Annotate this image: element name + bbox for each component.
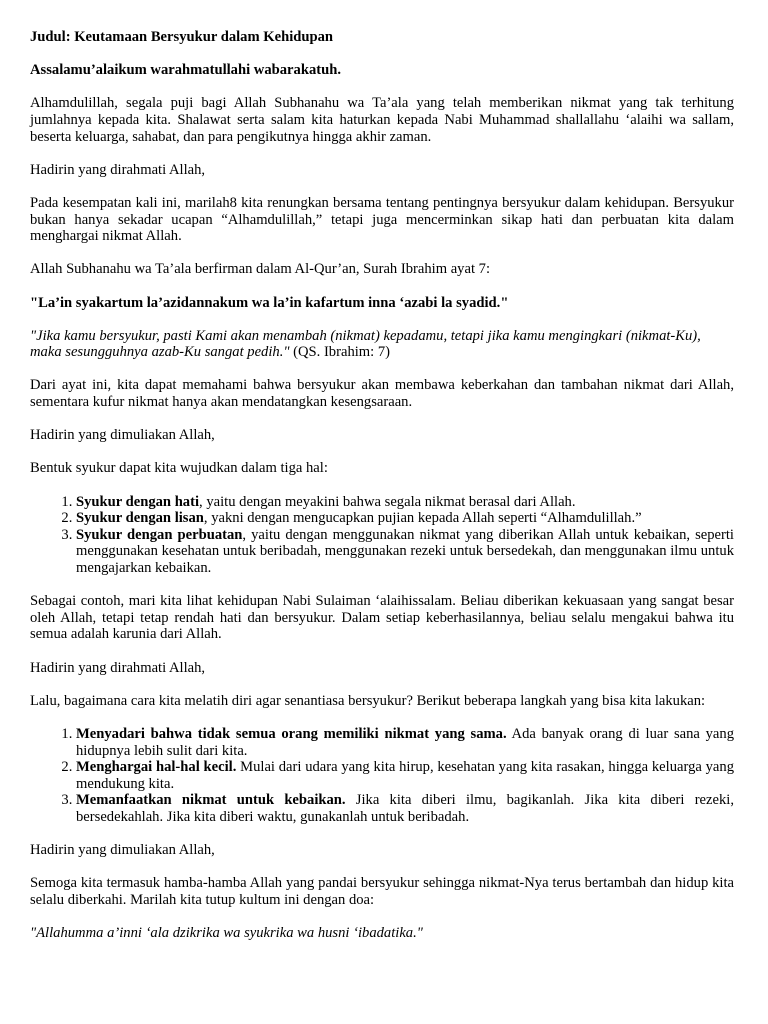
list-item-bold: Menghargai hal-hal kecil. [76,759,237,776]
steps-intro: Lalu, bagaimana cara kita melatih diri agar senantiasa bersyukur? Berikut beberapa langkah yang bisa kita lakukan: [30,692,706,709]
list-item [76,510,734,527]
address-line: Hadirin yang dimuliakan Allah, [30,842,215,859]
list-item [76,494,734,511]
closing-prayer: "Allahumma a’inni ‘ala dzikrika wa syukrika wa husni ‘ibadatika." [30,925,423,942]
list-item [76,792,734,825]
verse-intro: Allah Subhanahu wa Ta’ala berfirman dalam Al-Qur’an, Surah Ibrahim ayat 7: [30,261,491,278]
list-item [76,759,734,792]
list-item-text: , yaitu dengan menggunakan nikmat yang diberikan Allah untuk kebaikan, seperti menggunakan kesehatan untuk beribadah, menggunakan rezeki untuk bersedekah, dan menggunakan ilmu untuk mengajarkan kebaikan. [76,526,734,576]
verse-translation-paragraph [30,328,734,361]
verse-translation: "Jika kamu bersyukur, pasti Kami akan menambah (nikmat) kepadamu, tetapi jika kamu mengingkari (nikmat-Ku), maka sesungguhnya azab-Ku sangat pedih." [30,327,701,361]
list-item [76,527,734,577]
forms-list [30,494,734,577]
forms-intro: Bentuk syukur dapat kita wujudkan dalam tiga hal: [30,460,328,477]
list-item-bold: Memanfaatkan nikmat untuk kebaikan. [76,792,346,809]
list-item-text: Ada banyak orang di luar sana yang hidupnya lebih sulit dari kita. [76,725,734,759]
list-item-bold: Syukur dengan lisan [76,510,204,527]
example-paragraph: Sebagai contoh, mari kita lihat kehidupan Nabi Sulaiman ‘alaihissalam. Beliau diberikan kekuasaan yang sangat besar oleh Allah, tetapi tetap rendah hati dan bersyukur. Dalam setiap keberhasilannya, beliau selalu mengakui bahwa itu semua adalah karunia dari Allah. [30,593,734,643]
intro-paragraph: Pada kesempatan kali ini, marilah8 kita renungkan bersama tentang pentingnya bersyukur dalam kehidupan. Bersyukur bukan hanya sekadar ucapan “Alhamdulillah,” tetapi juga mencerminkan sikap hati dan perbuatan kita dalam menghargai nikmat Allah. [30,194,734,245]
document-title: Judul: Keutamaan Bersyukur dalam Kehidupan [30,29,334,45]
list-item-text: Jika kita diberi ilmu, bagikanlah. Jika kita diberi rezeki, bersedekahlah. Jika kita diberi waktu, gunakanlah untuk beribadah. [76,792,734,825]
list-item-text: Mulai dari udara yang kita hirup, kesehatan yang kita rasakan, hingga keluarga yang mendukung kita. [76,759,734,792]
verse-reference: (QS. Ibrahim: 7) [289,344,391,361]
closing-paragraph: Semoga kita termasuk hamba-hamba Allah yang pandai bersyukur sehingga nikmat-Nya terus bertambah dan hidup kita selalu diberkahi. Marilah kita tutup kultum ini dengan doa: [30,875,734,908]
address-line: Hadirin yang dimuliakan Allah, [30,427,215,444]
list-item-bold: Menyadari bahwa tidak semua orang memiliki nikmat yang sama. [76,725,507,742]
list-item-text: , yaitu dengan meyakini bahwa segala nikmat berasal dari Allah. [199,493,576,510]
address-line: Hadirin yang dirahmati Allah, [30,161,206,178]
list-item [76,726,734,759]
list-item-text: , yakni dengan mengucapkan pujian kepada Allah seperti “Alhamdulillah.” [203,510,642,527]
address-line: Hadirin yang dirahmati Allah, [30,659,206,676]
steps-list [30,726,734,826]
opening-paragraph: Alhamdulillah, segala puji bagi Allah Subhanahu wa Ta’ala yang telah memberikan nikmat yang tak terhitung jumlahnya kepada kita. Shalawat serta salam kita haturkan kepada Nabi Muhammad shallallahu ‘alaihi wa sallam, beserta keluarga, sahabat, dan para pengikutnya hingga akhir zaman. [30,95,734,145]
verse-explanation: Dari ayat ini, kita dapat memahami bahwa bersyukur akan membawa keberkahan dan tambahan nikmat dari Allah, sementara kufur nikmat hanya akan mendatangkan kesengsaraan. [30,377,734,411]
greeting: Assalamu’alaikum warahmatullahi wabarakatuh. [30,62,341,79]
list-item-bold: Syukur dengan hati [76,493,200,510]
verse-arabic: "La’in syakartum la’azidannakum wa la’in kafartum inna ‘azabi la syadid." [30,294,509,311]
list-item-bold: Syukur dengan perbuatan [76,526,243,543]
